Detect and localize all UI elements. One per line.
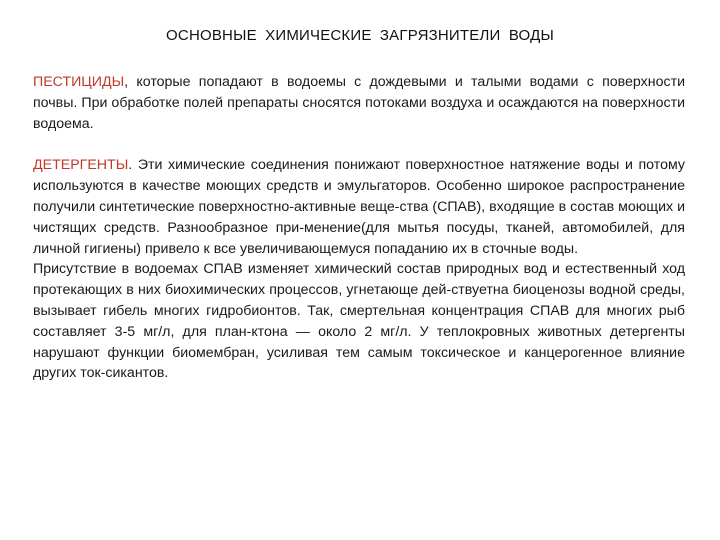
slide-body [33, 72, 685, 384]
pesticides-term: ПЕСТИЦИДЫ [33, 74, 125, 90]
paragraph-gap [33, 134, 685, 155]
pesticides-paragraph [33, 72, 685, 134]
detergents-term: ДЕТЕРГЕНТЫ [33, 157, 129, 174]
pesticides-text: , которые попадают в водоемы с дождевыми и талыми водами с поверхности почвы. При обработке полей препараты сносятся потоками воздуха и осаждаются на поверхности водоема. [33, 74, 685, 132]
slide-title: ОСНОВНЫЕ ХИМИЧЕСКИЕ ЗАГРЯЗНИТЕЛИ ВОДЫ [166, 27, 554, 44]
spav-paragraph: Присутствие в водоемах СПАВ изменяет химический состав природных вод и естественный ход протекающих в них биохимических процессов, угнетающе дей-ствуетна биоценозы водной среды, вызывает гибель многих гидробионтов. Так, смертельная концентрация СПАВ для многих рыб составляет 3-5 мг/л, для план-ктона — около 2 мг/л. У теплокровных животных детергенты нарушают функции биомембран, усиливая тем самым токсическое и канцерогенное влияние других ток-сикантов. [33, 261, 685, 382]
detergents-paragraph [33, 155, 685, 259]
detergents-text: . Эти химические соединения понижают поверхностное натяжение воды и потому используются в качестве моющих средств и эмульгаторов. Особенно широкое распространение получили синтетические поверхностно-активные веще-ства (СПАВ), входящие в состав моющих и чистящих средств. Разнообразное при-менение(для мытья посуды, тканей, автомобилей, для личной гигиены) привело к все увеличивающемуся попаданию их в сточные воды. [33, 157, 685, 257]
